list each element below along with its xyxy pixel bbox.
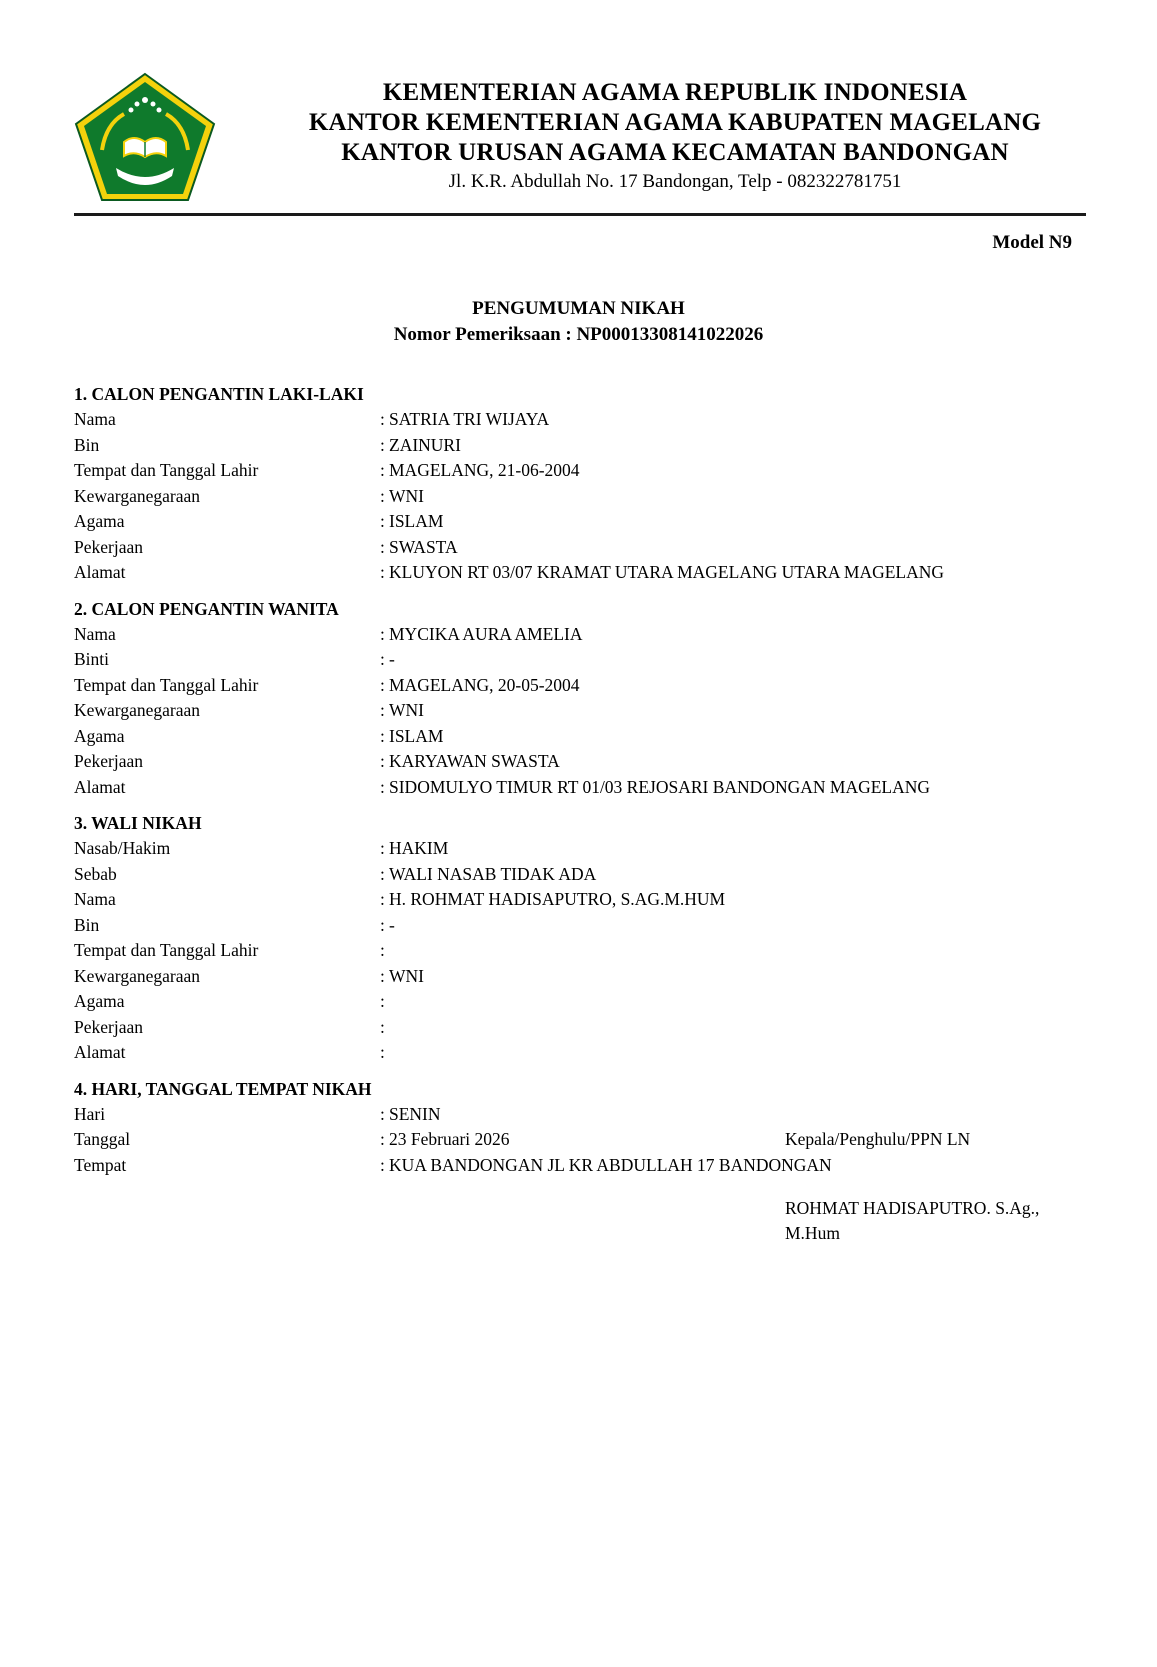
letterhead-address: Jl. K.R. Abdullah No. 17 Bandongan, Telp - 082322781751	[448, 171, 902, 192]
field-value: 23 Februari 2026	[389, 1129, 510, 1149]
section-title: 2. CALON PENGANTIN WANITA	[74, 598, 339, 619]
field-label: Binti	[74, 649, 110, 669]
signature-name-line-1: ROHMAT HADISAPUTRO. S.Ag.,	[785, 1198, 1040, 1218]
field-colon: :	[380, 511, 385, 531]
field-row	[74, 836, 1084, 862]
field-colon: :	[380, 991, 385, 1011]
field-value: ZAINURI	[389, 434, 461, 455]
field-value	[389, 938, 1084, 964]
letterhead-line-3: KANTOR URUSAN AGAMA KECAMATAN BANDONGAN	[341, 139, 1009, 166]
field-row	[74, 509, 1084, 535]
signature-name-block	[785, 1196, 1085, 1246]
field-value: SWASTA	[389, 536, 458, 557]
header-divider	[74, 213, 1086, 216]
field-label: Bin	[74, 914, 100, 935]
field-label: Nasab/Hakim	[74, 838, 171, 858]
section-title: 4. HARI, TANGGAL TEMPAT NIKAH	[74, 1078, 372, 1099]
field-value: SATRIA TRI WIJAYA	[389, 409, 550, 429]
field-row	[74, 1153, 1084, 1179]
field-row	[74, 724, 1084, 750]
field-colon: :	[380, 1042, 385, 1062]
field-value: -	[389, 914, 395, 935]
field-colon: :	[380, 838, 385, 858]
field-row	[74, 647, 1084, 673]
field-row	[74, 407, 1084, 433]
field-value: SIDOMULYO TIMUR RT 01/03 REJOSARI BANDONGAN MAGELANG	[389, 776, 931, 797]
field-label: Tempat dan Tanggal Lahir	[74, 940, 259, 960]
field-row	[74, 775, 1084, 801]
field-value: MAGELANG, 21-06-2004	[389, 460, 580, 480]
field-row	[74, 698, 1084, 724]
field-label: Kewarganegaraan	[74, 965, 200, 986]
field-row	[74, 560, 1084, 586]
field-value: MAGELANG, 20-05-2004	[389, 674, 580, 695]
title-number: Nomor Pemeriksaan : NP00013308141022026	[393, 324, 764, 345]
letterhead-line-2: KANTOR KEMENTERIAN AGAMA KABUPATEN MAGELANG	[308, 109, 1042, 136]
field-colon: :	[380, 725, 385, 746]
field-row	[74, 887, 1084, 913]
field-colon: :	[380, 485, 385, 506]
field-row	[74, 1102, 1084, 1128]
field-row	[74, 749, 1084, 775]
field-row	[74, 913, 1084, 939]
field-label: Agama	[74, 511, 125, 531]
field-colon: :	[380, 434, 385, 455]
field-label: Alamat	[74, 562, 126, 582]
field-value: KARYAWAN SWASTA	[389, 751, 560, 771]
field-value: WALI NASAB TIDAK ADA	[389, 863, 597, 884]
field-row	[74, 862, 1084, 888]
letterhead	[240, 78, 1110, 195]
field-colon: :	[380, 965, 385, 986]
field-label: Tempat dan Tanggal Lahir	[74, 674, 259, 695]
field-row	[74, 458, 1084, 484]
field-label: Bin	[74, 434, 100, 455]
field-row	[74, 622, 1084, 648]
field-colon: :	[380, 751, 385, 771]
field-label: Tempat	[74, 1154, 127, 1175]
field-label: Hari	[74, 1103, 106, 1124]
field-value: WNI	[389, 965, 424, 986]
field-label: Kewarganegaraan	[74, 485, 200, 506]
field-colon: :	[380, 460, 385, 480]
field-value: WNI	[389, 485, 424, 506]
document-title	[0, 296, 1157, 348]
model-label: Model N9	[992, 232, 1072, 253]
field-row	[74, 484, 1084, 510]
field-label: Nama	[74, 409, 116, 429]
announcement-content	[74, 381, 1084, 1178]
section-title: 3. WALI NIKAH	[74, 813, 202, 833]
field-colon: :	[380, 623, 385, 644]
field-label: Agama	[74, 725, 125, 746]
field-value: KLUYON RT 03/07 KRAMAT UTARA MAGELANG UTARA MAGELANG	[389, 562, 945, 582]
field-row	[74, 433, 1084, 459]
signature-position: Kepala/Penghulu/PPN LN	[785, 1129, 971, 1149]
field-row	[74, 938, 1084, 964]
signature-block	[785, 1127, 1085, 1152]
field-colon: :	[380, 776, 385, 797]
field-row	[74, 964, 1084, 990]
field-value	[389, 1015, 1084, 1041]
field-row	[74, 673, 1084, 699]
field-label: Nama	[74, 889, 116, 909]
field-value: -	[389, 649, 395, 669]
field-row	[74, 989, 1084, 1015]
field-value	[389, 989, 1084, 1015]
letterhead-line-1: KEMENTERIAN AGAMA REPUBLIK INDONESIA	[382, 79, 968, 106]
field-label: Sebab	[74, 863, 117, 884]
field-colon: :	[380, 562, 385, 582]
field-colon: :	[380, 914, 385, 935]
field-colon: :	[380, 1016, 385, 1037]
field-colon: :	[380, 1103, 385, 1124]
title-main: PENGUMUMAN NIKAH	[472, 298, 685, 319]
field-value: KUA BANDONGAN JL KR ABDULLAH 17 BANDONGAN	[389, 1154, 832, 1175]
field-colon: :	[380, 889, 385, 909]
field-value: MYCIKA AURA AMELIA	[389, 623, 583, 644]
kemenag-emblem-icon	[72, 72, 218, 204]
signature-name-line-2: M.Hum	[785, 1223, 840, 1243]
field-colon: :	[380, 1129, 385, 1149]
field-label: Nama	[74, 623, 116, 644]
kemenag-logo	[72, 72, 218, 204]
field-label: Pekerjaan	[74, 1016, 143, 1037]
field-label: Kewarganegaraan	[74, 700, 200, 720]
field-label: Alamat	[74, 1042, 126, 1062]
field-colon: :	[380, 1154, 385, 1175]
field-label: Agama	[74, 991, 125, 1011]
field-value: SENIN	[389, 1103, 441, 1124]
field-row	[74, 1015, 1084, 1041]
field-label: Pekerjaan	[74, 751, 143, 771]
field-label: Alamat	[74, 776, 126, 797]
field-label: Pekerjaan	[74, 536, 143, 557]
field-colon: :	[380, 863, 385, 884]
field-label: Tempat dan Tanggal Lahir	[74, 460, 259, 480]
field-colon: :	[380, 409, 385, 429]
field-label: Tanggal	[74, 1129, 131, 1149]
field-colon: :	[380, 674, 385, 695]
section-title: 1. CALON PENGANTIN LAKI-LAKI	[74, 384, 364, 404]
field-value	[389, 1040, 1084, 1066]
field-colon: :	[380, 649, 385, 669]
field-colon: :	[380, 940, 385, 960]
field-value: ISLAM	[389, 511, 444, 531]
field-row	[74, 1040, 1084, 1066]
field-colon: :	[380, 536, 385, 557]
field-colon: :	[380, 700, 385, 720]
field-value: ISLAM	[389, 725, 444, 746]
field-value: WNI	[389, 700, 424, 720]
field-value: HAKIM	[389, 838, 449, 858]
field-row	[74, 535, 1084, 561]
field-value: H. ROHMAT HADISAPUTRO, S.AG.M.HUM	[389, 889, 726, 909]
